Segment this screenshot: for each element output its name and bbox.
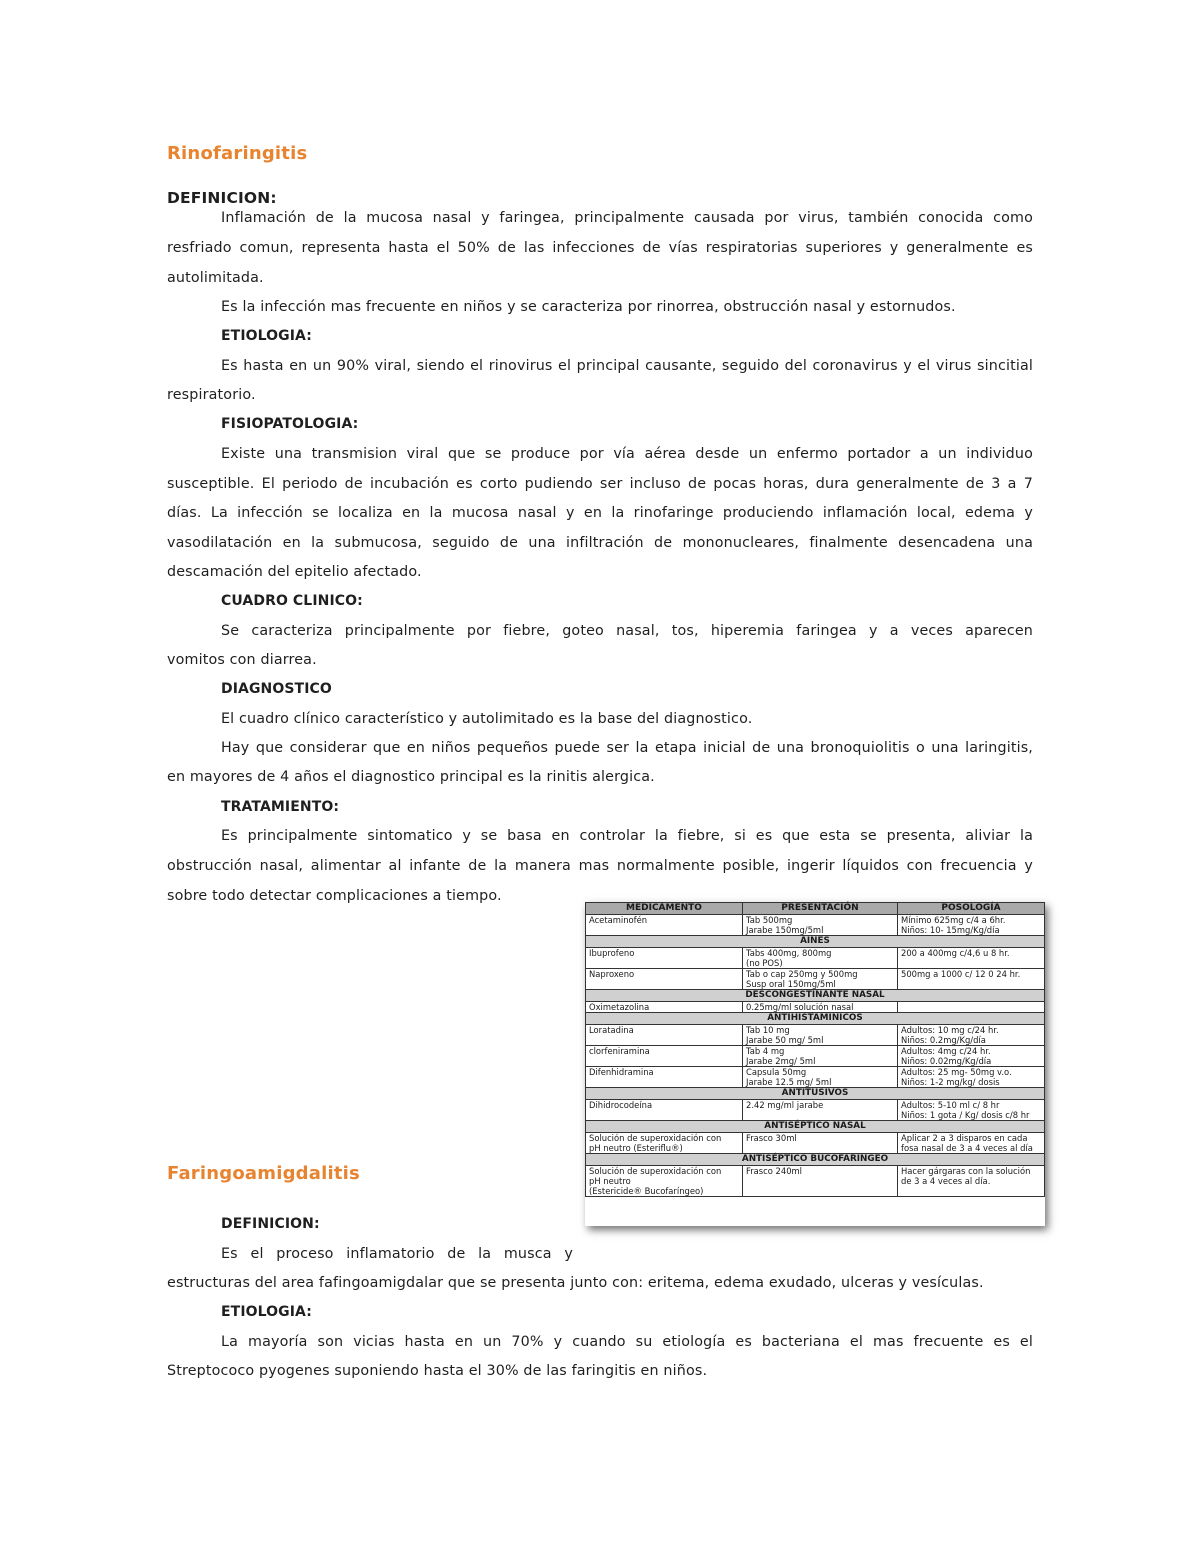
cell-medicamento: Dihidrocodeína [586,1100,743,1121]
paragraph-line: días. La infección se localiza en la mucosa nasal y en la rinofaringe produciendo inflamación local, edema y [167,505,1033,521]
cell-posologia: Mínimo 625mg c/4 a 6hr. Niños: 10- 15mg/Kg/día [898,915,1045,936]
cell-medicamento: clorfeniramina [586,1046,743,1067]
cell-posologia: Adultos: 4mg c/24 hr. Niños: 0.02mg/Kg/día [898,1046,1045,1067]
header-presentacion: PRESENTACIÓN [743,903,898,915]
table-header-row [586,903,1045,915]
table-section-row [586,936,1045,948]
table-row [586,1046,1045,1067]
section-title-faringoamigdalitis: Faringoamigdalitis [167,1163,360,1184]
paragraph-line: autolimitada. [167,270,264,286]
cell-medicamento: Solución de superoxidación con pH neutro (Estericide® Bucofaríngeo) [586,1166,743,1197]
table-row [586,1067,1045,1088]
paragraph-line: respiratorio. [167,387,256,403]
paragraph-line: Es el proceso inflamatorio de la musca y [221,1246,573,1262]
heading-cuadro-clinico: CUADRO CLINICO: [221,593,363,609]
cell-medicamento: Difenhidramina [586,1067,743,1088]
cell-presentacion: Tab 4 mg Jarabe 2mg/ 5ml [743,1046,898,1067]
table-row [586,948,1045,969]
paragraph-line: La mayoría son vicias hasta en un 70% y cuando su etiología es bacteriana el mas frecuente es el [221,1334,1033,1350]
table-row [586,1100,1045,1121]
section-label: DESCONGESTINANTE NASAL [586,990,1045,1002]
paragraph-line: Streptococo pyogenes suponiendo hasta el 30% de las faringitis en niños. [167,1363,708,1379]
section-label: ANTITUSIVOS [586,1088,1045,1100]
paragraph-line: susceptible. El periodo de incubación es corto pudiendo ser incluso de pocas horas, dura generalmente de 3 a 7 [167,476,1033,492]
heading-tratamiento: TRATAMIENTO: [221,799,340,815]
table-row [586,915,1045,936]
table-section-row [586,990,1045,1002]
section-title-rinofaringitis: Rinofaringitis [167,143,308,164]
section-label: ANTISÉPTICO NASAL [586,1121,1045,1133]
cell-posologia: Adultos: 10 mg c/24 hr. Niños: 0.2mg/Kg/día [898,1025,1045,1046]
table-row [586,969,1045,990]
cell-presentacion: 2.42 mg/ml jarabe [743,1100,898,1121]
paragraph-line: en mayores de 4 años el diagnostico principal es la rinitis alergica. [167,769,655,785]
paragraph-line: obstrucción nasal, alimentar al infante de la manera mas normalmente posible, ingerir líquidos con frecuencia y [167,858,1033,874]
cell-posologia: Adultos: 25 mg- 50mg v.o. Niños: 1-2 mg/kg/ dosis [898,1067,1045,1088]
heading-diagnostico: DIAGNOSTICO [221,681,332,697]
paragraph-line: Existe una transmision viral que se produce por vía aérea desde un enfermo portador a un individuo [221,446,1033,462]
cell-presentacion: Frasco 240ml [743,1166,898,1197]
table-row [586,1025,1045,1046]
cell-presentacion: 0.25mg/ml solución nasal [743,1002,898,1013]
section-label: AINES [586,936,1045,948]
cell-presentacion: Frasco 30ml [743,1133,898,1154]
section-label: ANTISÉPTICO BUCOFARINGEO [586,1154,1045,1166]
heading-etiologia: ETIOLOGIA: [221,328,312,344]
paragraph-line: sobre todo detectar complicaciones a tiempo. [167,888,502,904]
medication-table-image [585,902,1045,1226]
paragraph-line: El cuadro clínico característico y autolimitado es la base del diagnostico. [221,711,753,727]
table-section-row [586,1088,1045,1100]
cell-medicamento: Ibuprofeno [586,948,743,969]
paragraph-line: Es hasta en un 90% viral, siendo el rinovirus el principal causante, seguido del coronavirus y el virus sincitial [221,358,1033,374]
paragraph-line: vomitos con diarrea. [167,652,317,668]
cell-medicamento: Solución de superoxidación con pH neutro (Esteriflu®) [586,1133,743,1154]
cell-presentacion: Tabs 400mg, 800mg (no POS) [743,948,898,969]
paragraph-line: descamación del epitelio afectado. [167,564,422,580]
table-section-row [586,1121,1045,1133]
cell-posologia: Hacer gárgaras con la solución de 3 a 4 veces al día. [898,1166,1045,1197]
cell-presentacion: Tab 500mg Jarabe 150mg/5ml [743,915,898,936]
paragraph-line: Es principalmente sintomatico y se basa en controlar la fiebre, si es que esta se presenta, aliviar la [221,828,1033,844]
cell-medicamento: Oximetazolina [586,1002,743,1013]
heading-etiologia-2: ETIOLOGIA: [221,1304,312,1320]
cell-posologia [898,1002,1045,1013]
heading-definicion: DEFINICION: [167,189,277,207]
paragraph-line: Es la infección mas frecuente en niños y se caracteriza por rinorrea, obstrucción nasal y estornudos. [221,299,956,315]
paragraph-line: Se caracteriza principalmente por fiebre, goteo nasal, tos, hiperemia faringea y a veces aparecen [221,623,1033,639]
cell-posologia: 200 a 400mg c/4,6 u 8 hr. [898,948,1045,969]
table-row [586,1166,1045,1197]
table-section-row [586,1154,1045,1166]
table-section-row [586,1013,1045,1025]
cell-medicamento: Acetaminofén [586,915,743,936]
cell-posologia: Adultos: 5-10 ml c/ 8 hr Niños: 1 gota / Kg/ dosis c/8 hr [898,1100,1045,1121]
section-label: ANTIHISTAMINICOS [586,1013,1045,1025]
heading-definicion-2: DEFINICION: [221,1216,320,1232]
table-row [586,1133,1045,1154]
paragraph-line: vasodilatación en la submucosa, seguido de una infiltración de mononucleares, finalmente desencadena una [167,535,1033,551]
cell-posologia: 500mg a 1000 c/ 12 0 24 hr. [898,969,1045,990]
paragraph-line: resfriado comun, representa hasta el 50% de las infecciones de vías respiratorias superiores y generalmente es [167,240,1033,256]
cell-presentacion: Capsula 50mg Jarabe 12.5 mg/ 5ml [743,1067,898,1088]
header-posologia: POSOLOGÍA [898,903,1045,915]
cell-presentacion: Tab o cap 250mg y 500mg Susp oral 150mg/5ml [743,969,898,990]
cell-posologia: Aplicar 2 a 3 disparos en cada fosa nasal de 3 a 4 veces al día [898,1133,1045,1154]
medication-table [585,902,1045,1197]
paragraph-line: estructuras del area fafingoamigdalar que se presenta junto con: eritema, edema exudado, ulceras y vesículas. [167,1275,984,1291]
heading-fisiopatologia: FISIOPATOLOGIA: [221,416,359,432]
header-medicamento: MEDICAMENTO [586,903,743,915]
cell-medicamento: Loratadina [586,1025,743,1046]
cell-medicamento: Naproxeno [586,969,743,990]
table-row [586,1002,1045,1013]
paragraph-line: Inflamación de la mucosa nasal y faringea, principalmente causada por virus, también conocida como [221,210,1033,226]
paragraph-line: Hay que considerar que en niños pequeños puede ser la etapa inicial de una bronoquiolitis o una laringitis, [221,740,1033,756]
cell-presentacion: Tab 10 mg Jarabe 50 mg/ 5ml [743,1025,898,1046]
